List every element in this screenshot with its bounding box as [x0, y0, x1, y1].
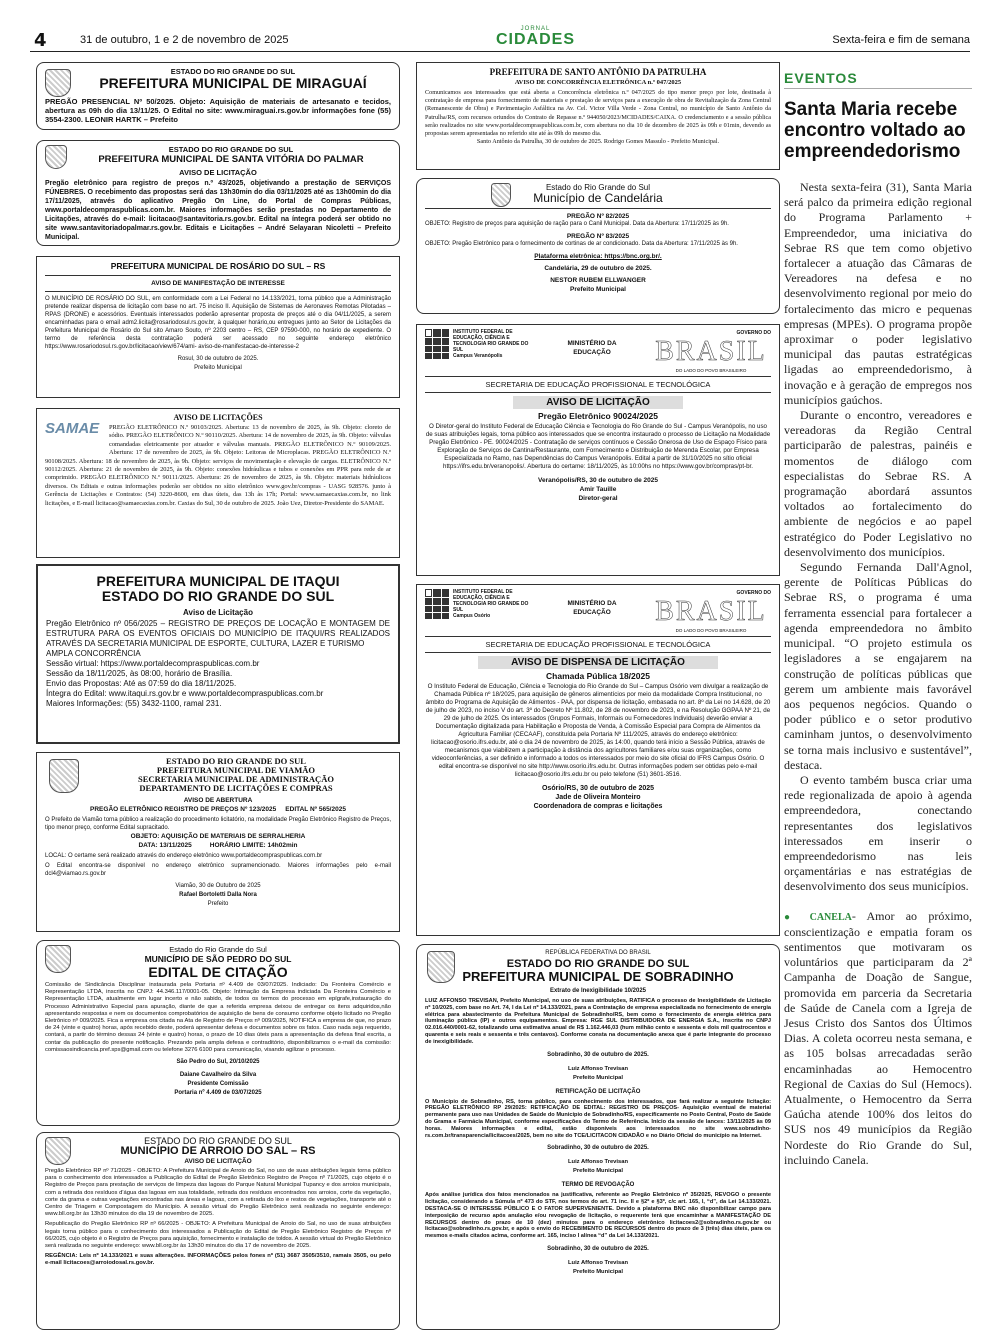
- coat-of-arms-icon: [49, 759, 79, 793]
- notice-signer-ref: Portaria nº 4.409 de 03/07/2025: [174, 1090, 262, 1097]
- gov-logo: [651, 589, 771, 635]
- notice-signer: Amir Tauille: [579, 486, 617, 493]
- gov-label: GOVERNO DO: [736, 330, 771, 336]
- notice-date: Sobradinho, 30 de outubro de 2025.: [547, 1245, 649, 1252]
- notice-signer-role: Coordenadora de compras e licitações: [533, 803, 663, 810]
- notice-line: PREGÃO ELETRÔNICO REGISTRO DE PREÇOS Nº 123/2025 EDITAL Nº 565/2025: [90, 806, 346, 813]
- notice-title: AVISO DE DISPENSA DE LICITAÇÃO: [478, 656, 718, 669]
- notice-body: O Diretor-geral do Instituto Federal de Educação Ciência e Tecnologia do Rio Grande do Sul - Campus Veranópolis, no uso de suas atribuições legais, torna público aos interessados que se encontra instaurado o processo de Licitação na Modalidade Pregão Eletrônico - PE. 90024/2025 - Contratação de serviços contínuos e Cessão Onerosa de Uso de Espaço Físico para Exploração de Serviços de Cantina/Restaurante, com Fornecimento e Distribuição de Merenda Escolar, por Empresa Especializada no Ramo, nas Dependências do Campus Veranópolis. Edital a partir de 31/10/2025 no sítio oficial https://ifrs.edu.br/veranopolis/. Abertura do certame: 18/11/2025, às 10:00hs no https://www.gov.br/compras/pt-br.: [425, 423, 771, 470]
- notice-date: Osório/RS, 30 de outubro de 2025: [541, 785, 655, 792]
- notice-paragraph: Republicação do Pregão Eletrônico RP nº 66/2025 - OBJETO: A Prefeitura Municipal de Arroio do Sal, no uso de suas atribuições legais torna público para o conhecimento dos interessados a Publicação do Edital de Pregão Eletrônico Registro de Preços nº 66/2025, cujo objeto é o Registro de Preços para aquisição, fornecimento e instalação de toldos. A sessão virtual do Pregão Eletrônico será realizada no seguinte endereço: www.bll.org.br às 13h30 minutos do dia 17 de novembro de 2025.: [45, 1221, 391, 1250]
- notice-signer-role: Prefeito Municipal: [573, 1168, 623, 1175]
- notice-line: DEPARTAMENTO DE LICITAÇÕES E COMPRAS: [139, 783, 333, 793]
- notice-sobradinho: [416, 944, 780, 1330]
- notice-line: Sessão virtual: https://www.portaldecompraspublicas.com.br: [46, 659, 260, 668]
- notice-subtitle: AVISO DE MANIFESTAÇÃO DE INTERESSE: [151, 280, 285, 287]
- notice-line: ESTADO DO RIO GRANDE DO SUL: [166, 756, 306, 766]
- notice-body: Comunicamos aos interessados que está aberta a Concorrência eletrônica n.º 047/2025 do tipo menor preço por lote, destinada à contratação de empresa para fornecimento de materiais e prestação de serviços para a execução de obra de Revitalização da Zona Central (Remanescente de Obra) e Pavimentação Asfáltica na Av. Cel. Victor Villa Verde - Zona Central, no município de Santo Antônio da Patrulha/RS, com recursos oriundos do Contrato de Repasse n.º 944050/2023/MCIDADES/CAIXA. O credenciamento e a sessão pública serão realizados no site www.portaldecompraspublicas.com.br, com abertura no dia 10 de dezembro de 2025 às 09h e 01min, devendo as propostas serem apresentadas no referido site até às 09h do mesmo dia.: [425, 89, 771, 138]
- notice-body: Pregão eletrônico para registro de preços n.º 43/2025, objetivando a prestação de SERVIÇOS FÚNEBRES. O recebimento das propostas será das 13h30min do dia 03/11/2025 até as 13h00min do dia 17/11/2025, através do aplicativo Pregão On Line, do Portal de Compras Públicas, www.portaldecompraspublicas.com.br. Maiores informações serão prestadas no Departamento de Licitações, através do e-mail: licitacao@santavitoria.rs.gov.br. Edital na íntegra poderá ser obtido no site www.santavitoriadopalmar.rs.gov.br. Editais e Licitações – André Selayaran Nicoletti – Prefeito Municipal.: [45, 180, 391, 241]
- notice-body: O Prefeito de Viamão torna público a realização do procedimento licitatório, na modalidade Pregão Eletrônico Registro de Preços, tipo menor preço, conforme Edital supracitado.: [45, 817, 391, 831]
- notice-title: PREFEITURA MUNICIPAL DE SANTA VITÓRIA DO PALMAR: [98, 154, 364, 165]
- ifrs-grid-icon: [425, 329, 449, 359]
- notice-signer-role: Prefeito Municipal: [573, 1268, 623, 1275]
- notice-date: Sobradinho, 30 de outubro de 2025.: [547, 1145, 649, 1152]
- notice-line: ESTADO DO RIO GRANDE DO SUL: [506, 958, 690, 970]
- article-paragraph-canela: [784, 909, 972, 1168]
- notice-date: Candelária, 29 de outubro de 2025.: [544, 265, 652, 272]
- secretariat-label: SECRETARIA DE EDUCAÇÃO PROFISSIONAL E TECNOLÓGICA: [485, 640, 711, 649]
- notice-body: Após análise jurídica dos fatos mencionados na justificativa, referente ao Pregão Eletrônico nº 35/2025, REVOGO o presente licitação, considerando a Súmula nº 473 do STF, nos termos do art. 71 inc. II e §2º e §3º, c/c art. 165, I, “d”, da Lei 14.133/2021. DESTACA-SE O INTERESSE PÚBLICO E O FATOR SUPERVENIENTE. Devido a plataforma BNC não disponibilizar campo para interposição de recurso após anulação e/ou revogação de licitação, o requerente terá que encaminhar a MANIFESTAÇÃO DE RECURSOS dentro do prazo de 10 (dez) minutos para o endereço eletrônico licitacoes2@sobradinho.rs.gov.br ou licitacao@sobradinho.rs.gov.br, e após o envio do RECEBIMENTO DE RECURSOS dentro do prazo de 3 (três) dias úteis, para os mesmos e-mails citados acima, conforme art. 165, inciso I alínea “d” da Lei 14.133/2021.: [425, 1192, 771, 1240]
- notice-signer: NESTOR RUBEM ELLWANGER: [550, 277, 646, 284]
- article-paragraph: Segundo Fernanda Dall'Agnol, gerente de Políticas Públicas do Sebrae RS, o programa é uma ferramenta essencial para fortalecer a agenda empreendedora no âmbito municipal. “O projeto estimula os legisladores a se engajarem na construção de políticas públicas que gerem um ambiente mais favorável aos pequenos negócios. Quando o poder público e o setor produtivo caminham juntos, o desenvolvimento se torna mais inclusivo e sustentável”, destaca.: [784, 560, 972, 772]
- notice-rosario: [36, 256, 400, 398]
- notice-date: Sobradinho, 30 de outubro de 2025.: [547, 1051, 649, 1058]
- notice-signer: Jade de Oliveira Monteiro: [555, 794, 641, 801]
- notice-edital: O Edital encontra-se disponível no endereço eletrônico supramencionado. Maiores informações pelo e-mail dcl4@viamao.rs.gov.br: [45, 863, 391, 877]
- notice-ifrs-osorio: [416, 584, 780, 936]
- ministry-label: MINISTÉRIO DA EDUCAÇÃO: [567, 340, 617, 356]
- notice-sign: Santo Antônio da Patrulha, 30 de outubro de 2025. Rodrigo Gomes Massulo - Prefeito Municipal.: [476, 138, 720, 146]
- notice-body: Comissão de Sindicância Disciplinar instaurada pela Portaria nº 4.409 de 03/07/2025. Indiciado: Da Fronteira Comércio e Representação LTDA, inscrita no CNPJ: 44.346.117/0001-05. Objeto: Intimação da Empresa indiciada Da Fronteira Comércio e Representação LTDA, atualmente em lugar incerto e não sabido, de todos os termos do processo em epígrafe,instauração do Processo Administrativo Especial para apuração, diante de que a referida empresa deixou de entregar os itens adquiridos,não apresentando respostas e nem os documentos comprobatórios de aquisição de bens de consumo conforme objeto licitado no Pregão Eletrônico nº 009/2025. Fica a empresa ora citada na Ata de Registro de Preços nº 009/2025, NOTIFICA a empresa de que, no prazo de 24 (vinte e quatro) horas, após recebido deste, poderá apresentar defesa e documentos sobre os fatos. Caso nada seja requerido, contará, a partir do término dessas 24 (vinte e quatro) horas, o prazo de 10 dias úteis para a apresentação da defesa final escrita, a contar da publicação do presente notificação. Prezando pela ampla defesa e contraditório, disponibilizamos o e-mail da comissão: comissaosindicancia.pref.sps@gmail.com ou telefone 3276 6100 para comunicação, visando agilizar o processo.: [45, 982, 391, 1053]
- notice-title: AVISO DE LICITAÇÕES: [173, 413, 263, 422]
- notice-subtitle: Pregão Eletrônico 90024/2025: [537, 411, 658, 421]
- ifrs-grid-icon: [425, 589, 449, 619]
- notice-paragraph: Pregão Eletrônico RP nº 71/2025 - OBJETO: A Prefeitura Municipal de Arroio do Sal, no uso de suas atribuições legais torna público para o conhecimento dos interessados a Publicação do Edital de Pregão Eletrônico Registro de Preços nº 71/2025, cujo objeto é o Registro de Preços para prestação de serviços de limpeza das lagoas do Parque Natural Municipal Tupancy e dos arroios municipais, com a retirada dos resíduos d'água das lagoas em sua totalidade, retirada dos resíduos encontrados nos arroios, corte da vegetação, corte da grama e outras vegetações encontradas nas áreas e lagoas, com a retirada do lixo e restos de vegetações, transporte até o Centro de Triagem e Compostagem do Município. A sessão virtual do Pregão Eletrônico será realizada no seguinte endereço: www.bll.org.br às 13h30 minutos do dia 19 de novembro de 2025.: [45, 1168, 391, 1218]
- notice-signer: Luiz Affonso Trevisan: [567, 1159, 628, 1166]
- notice-body: PREGÃO ELETRÔNICO N.º 90103/2025. Abertura: 13 de novembro de 2025, às 9h. Objeto: cloreto de sódio. PREGÃO ELETRÔNICO N.º 90110/2025. Abertura: 14 de novembro de 2025, às 9h. Objeto: válvulas comandadas eletricamente por atuador e válvulas manuais. PREGÃO ELETRÔNICO N.º 90109/2025. Abertura: 17 de novembro de 2025, às 9h. Objeto: Leitoras de Microplacas. PREGÃO ELETRÔNICO N.º 90108/2025. Abertura: 18 de novembro de 2025, às 9h. Objeto: serviços de movimentação e elevação de cargas. ELETRÔNICO N.º 90112/2025. Abertura: 21 de novembro de 2025, às 9h. Objeto: conexões hidráulicas e tubos e conexões em PPR para rede de ar comprimido. PREGÃO ELETRÔNICO N.º 90111/2025. Abertura: 26 de novembro de 2025, às 9h. Objeto: materiais hidráulicos diversos. Os Editais e outras informações poderão ser obtidos no sítio eletrônico www.gov.br/compras - UASG 928576. junto à Gerência de Licitações e Contratos: (54) 3220-8600, em dias úteis, das 13h às 17h; Portal: www.samaecaxias.com.br, no link licitações, e E-mail licitacao@samaecaxias.com.br. Caxias do Sul, 30 de outubro de 2025. João Uez, Diretor-Presidente do SAMAE.: [45, 424, 391, 507]
- page-number: 4: [34, 30, 47, 51]
- notice-title: EDITAL DE CITAÇÃO: [148, 964, 288, 980]
- notice-date: Rosul, 30 de outubro de 2025.: [177, 356, 259, 362]
- notice-title-1: PREFEITURA MUNICIPAL DE ITAQUI: [96, 573, 340, 589]
- notice-subtitle: AVISO DE CONCORRÊNCIA ELETRÔNICA n.º 047/2025: [514, 79, 682, 86]
- page-header: [30, 28, 970, 52]
- ifrs-institution: INSTITUTO FEDERAL DE EDUCAÇÃO, CIÊNCIA E TECNOLOGIA RIO GRANDE DO SUL: [453, 589, 529, 613]
- ministry-label: MINISTÉRIO DA EDUCAÇÃO: [567, 600, 617, 616]
- notice-signer-role: Diretor-geral: [578, 495, 618, 502]
- coat-of-arms-icon: [427, 951, 455, 983]
- notice-santa-vitoria: [36, 140, 400, 246]
- notice-santo-antonio: [416, 62, 780, 170]
- notice-subtitle: PREGÃO Nº 83/2025: [566, 232, 630, 240]
- article-canela-text: - Amor ao próximo, conscientização e empatia foram os sentimentos que motivaram os voluntários que participaram da 2ª Campanha de Doação de Sangue, promovida em parceria da Secretaria de Saúde de Canela com a Igreja de Jesus Cristo dos Santos dos Últimos Dias. A coleta ocorreu nesta semana, e as 105 bolsas arrecadadas serão encaminhadas ao Hemocentro Regional de Caxias do Sul (Hemocs). Atualmente, o Hemocentro da Serra Gaúcha atende 100% dos leitos do SUS nos 49 municípios da Região Nordeste do Rio Grande do Sul, incluindo Canela.: [784, 908, 972, 1167]
- notice-signer: Luiz Affonso Trevisan: [567, 1065, 628, 1072]
- notice-title: PREFEITURA DE SANTO ANTÔNIO DA PATRULHA: [489, 67, 707, 77]
- notice-line: Maiores Informações: (55) 3432-1100, ramal 231.: [46, 699, 222, 708]
- notice-body: PREGÃO PRESENCIAL Nº 50/2025. Objeto: Aquisição de materiais de artesanato e tecidos, abertura as 09h do dia 13/11/25. O Edital no site: www.miraguai.rs.gov.br informações fone (55) 3554-2300. LEONIR HARTK – Prefeito: [45, 97, 391, 124]
- notice-subtitle: Extrato de Inexigibilidade 10/2025: [549, 988, 647, 994]
- notice-signer: Rafael Bortoletti Dalla Nora: [179, 892, 257, 898]
- edition-date: 31 de outubro, 1 e 2 de novembro de 2025: [80, 34, 289, 46]
- notice-date: Veranópolis/RS, 30 de outubro de 2025: [538, 477, 658, 484]
- notice-subtitle: RETIFICAÇÃO DE LICITAÇÃO: [555, 1088, 641, 1095]
- notice-line: AMPLA CONCORRÊNCIA: [46, 649, 141, 658]
- notice-itaqui: [36, 564, 400, 744]
- ifrs-campus: Campus Osório: [453, 613, 491, 619]
- gov-tagline: DO LADO DO POVO BRASILEIRO: [675, 368, 747, 373]
- notice-signer: Daiane Cavalheiro da Silva: [179, 1072, 257, 1079]
- notice-line: SECRETARIA MUNICIPAL DE ADMINISTRAÇÃO: [138, 774, 334, 784]
- ifrs-campus: Campus Veranópolis: [453, 353, 503, 359]
- logo-small-text: JORNAL: [520, 26, 551, 32]
- notice-body: OBJETO: Registro de preços para aquisição de ração para o Canil Municipal. Data da Abertura: 17/11/2025 às 9h.: [425, 221, 729, 227]
- logo-big-text: CIDADES: [496, 31, 576, 48]
- notice-sao-pedro: [36, 940, 400, 1126]
- notice-subtitle: TERMO DE REVOGAÇÃO: [561, 1182, 635, 1189]
- notice-line: Envio das Propostas: Até as 07:59 do dia 18/11/2025.: [46, 679, 237, 688]
- notice-date: DATA: 13/11/2025 HORÁRIO LIMITE: 14h02min: [138, 842, 298, 849]
- newspaper-logo: [496, 26, 575, 48]
- notice-body: O Município de Sobradinho, RS, torna público, para conhecimento dos interessados, que fará realizar a seguinte licitação: PREGÃO ELETRÔNICO RP 29/2025: RETIFICAÇÃO DE EDITAL: REGISTRO DE PREÇOS- Aquisição eventual de material permanente para uso nas Unidades de Saúde do Município de Sobradinho/RS, especificamente no Posto Central, Posto de Saúde do Grama e Farmácia Municipal, conforme especificações do Termo de Referência. Início da sessão de lances: 13/11/2025 às 09 horas. Maiores informações e edital, estão disponíveis aos interessados no site www.sobradinho-rs.com.br/transparencia/licitacoes/2025, bem no site do TCE/LICITACON CIDADÃO e no Diário Oficial do município na Internet.: [425, 1098, 771, 1139]
- notice-line: Estado do Rio Grande do Sul: [169, 945, 267, 954]
- notice-kicker: ESTADO DO RIO GRANDE DO SUL: [170, 67, 296, 76]
- article-headline: Santa Maria recebe encontro voltado ao empreendedorismo: [784, 99, 966, 162]
- notice-date: Viamão, 30 de Outubro de 2025: [175, 883, 261, 889]
- notice-viamao: [36, 752, 400, 932]
- notice-subtitle: AVISO DE LICITAÇÃO: [184, 1158, 252, 1165]
- notice-subtitle: Aviso de Licitação: [183, 608, 253, 617]
- notice-line: Sessão da 18/11/2025, às 08:00, horário de Brasília.: [46, 669, 233, 678]
- notice-platform: Plataforma eletrônica: https://bnc.org.br/.: [534, 253, 662, 260]
- notice-line: PREFEITURA MUNICIPAL DE VIAMÃO: [156, 765, 316, 775]
- notice-line: Município de Candelária: [533, 191, 663, 205]
- notice-title: PREFEITURA MUNICIPAL DE MIRAGUAÍ: [99, 75, 367, 91]
- coat-of-arms-icon: [45, 945, 71, 973]
- notice-title: PREFEITURA MUNICIPAL DE ROSÁRIO DO SUL – RS: [110, 261, 326, 271]
- notice-body: O MUNICÍPIO DE ROSÁRIO DO SUL, em conformidade com a Lei Federal no 14.133/2021, torna público que a Administração pretende realizar dispensa de licitação com base no art. 75 inciso II. Aquisição de Sistemas de Aeronaves Remotas Pilotadas – RPAS (DRONE) e acessórios. Eventuais interessados poderão apresentar proposta de preços até o dia 04/11/2025, a serem encaminhadas para o email adm2.licita@rosariodosul.rs.gov.br, à qualquer horário,ou entregues junto ao Setor de Licitações da Prefeitura Municipal de Rosário do Sul sito Amaro Souto, nº 2203 centro – RS, CEP 97590-000, no horário de expediente. O termo de referência desta contratação poderá ser acessado no seguinte endereço eletrônico https://www.rosariodosul.rs.gov.br/licitacao/view/674/ami- aviso-de-manifestacao-de-interesse-2: [45, 296, 391, 350]
- notice-body: LUIZ AFFONSO TREVISAN, Prefeito Municipal, no uso de suas atribuições, RATIFICA o processo de Inexigibilidade de Licitação nº 10/2025, com base no Art. 74, I da Lei nº 14.133/2021, para a Contratação de empresa especializada no fornecimento de energia elétrica para abastecimento da Prefeitura Municipal de Sobradinho/RS, bem como o fornecimento de energia elétrica para iluminação pública (IP) e outros equipamentos. Empresa: RGE SUL DISTRIBUIDORA DE ENERGIA S.A., inscrita no CNPJ 02.016.440/0001-62, totalizando uma estimativa anual de R$ 1.162.446,03 (hum milhão cento e sessenta e dois mil quatrocentos e quarenta e seis reais e sessenta e três centavos). Conforme consta na documentação anexa que é parte integrante do processo de inexigibilidade.: [425, 998, 771, 1045]
- notice-title-2: ESTADO DO RIO GRANDE DO SUL: [101, 588, 335, 604]
- notice-miraguai: [36, 62, 400, 130]
- brasil-wordmark: BRASIL: [655, 336, 767, 367]
- notice-line: REPÚBLICA FEDERATIVA DO BRASIL: [545, 950, 651, 956]
- article-body: [784, 180, 972, 1168]
- notice-line: Íntegra do Edital: www.itaqui.rs.gov.br e www.portaldecompraspublicas.com.br: [46, 689, 324, 698]
- samae-logo: SAMAE: [45, 420, 100, 437]
- gov-logo: [651, 329, 771, 375]
- notice-date: São Pedro do Sul, 20/10/2025: [176, 1059, 260, 1066]
- notice-subtitle: AVISO DE LICITAÇÃO: [179, 168, 257, 177]
- notice-ifrs-veranopolis: [416, 324, 780, 576]
- notice-local: LOCAL: O certame será realizado através do endereço eletrônico www.portaldecompraspublicas.com.br: [45, 853, 323, 859]
- brasil-wordmark: BRASIL: [655, 596, 767, 627]
- notice-subtitle: PREGÃO Nº 82/2025: [566, 213, 630, 220]
- notice-body: OBJETO: Pregão Eletrônico para o fornecimento de cortinas de ar condicionado. Data da Abertura: 17/11/2025 às 9h.: [425, 240, 738, 247]
- notice-arroio-do-sal: [36, 1132, 400, 1330]
- article-city-tag: CANELA: [809, 911, 852, 923]
- notice-line: MUNICÍPIO DE ARROIO DO SAL – RS: [120, 1145, 316, 1157]
- notice-line: ESTADO DO RIO GRANDE DO SUL: [144, 1136, 292, 1146]
- news-sidebar: [784, 70, 972, 1168]
- notice-objeto: OBJETO: AQUISIÇÃO DE MATERIAIS DE SERRALHERIA: [130, 833, 306, 840]
- notice-body: O Instituto Federal de Educação, Ciência e Tecnologia do Rio Grande do Sul – Campus Osório vem divulgar a realização de Chamada Pública nº 18/2025, para aquisição de gêneros alimentícios por meio da modalidade Compra Institucional, no âmbito do Programa de Aquisição de Alimentos - PAA, por dispensa de licitação, embasada no art. 8º da Lei no 14.628, de 20 de julho de 2023, no inciso V do art. 3º do Decreto Nº 11.802, de 28 de novembro de 2023, e na Resolução GGPAA Nº 21, de 29 de julho de 2025. Os interessados (Grupos Formais, Informais ou Fornecedores Individuais) deverão enviar a Documentação digitalizada para Habilitação e Proposta de Venda, à Comissão Especial para Compra de Alimentos da Agricultura Familiar (CECAAF), constituída pela Portaria Nº 111/2025, através do endereço eletrônico: licitacao@osorio.ifrs.edu.br, até o dia 24 de novembro de 2025, às 14:00, quando terá início a Sessão Pública, através de mecanismos que viabilizem a participação à distância dos agricultores familiares e/ou suas organizações, como videoconferências, a ser definido e informado a todos os interessados por meio do site oficial do IFRS Campus Osório. O edital encontra-se disponível no site http://www.osorio.ifrs.edu.br. Outras informações podem ser obtidas pelo e-mail licitacao@osorio.ifrs.edu.br ou pelo telefone (51) 3601-3516.: [425, 683, 771, 778]
- secretariat-label: SECRETARIA DE EDUCAÇÃO PROFISSIONAL E TECNOLÓGICA: [485, 380, 711, 389]
- notice-title: AVISO DE LICITAÇÃO: [513, 396, 683, 409]
- notice-subtitle: AVISO DE ABERTURA: [183, 797, 253, 804]
- notice-signer-role: Presidente Comissão: [187, 1081, 249, 1088]
- notice-kicker: ESTADO DO RIO GRANDE DO SUL: [168, 145, 294, 154]
- gov-tagline: DO LADO DO POVO BRASILEIRO: [675, 628, 747, 633]
- notice-body: Pregão Eletrônico nº 056/2025 – REGISTRO DE PREÇOS DE LOCAÇÃO E MONTAGEM DE ESTRUTURA PARA OS EVENTOS OFICIAIS DO MUNICÍPIO DE ITAQUI/RS REALIZADOS ATRAVÉS DA SECRETARIA MUNICIPAL DE ESPORTE, CULTURA, LAZER E TURISMO: [46, 619, 390, 648]
- notice-line: Estado do Rio Grande do Sul: [545, 183, 651, 192]
- notice-subtitle: Chamada Pública 18/2025: [546, 671, 650, 681]
- ifrs-logo: [425, 589, 533, 619]
- notice-signer-role: Prefeito Municipal: [573, 1074, 623, 1081]
- edition-day: Sexta-feira e fim de semana: [832, 34, 970, 46]
- coat-of-arms-icon: [45, 69, 71, 97]
- notice-signer: Prefeito Municipal: [194, 365, 242, 371]
- ifrs-logo: [425, 329, 533, 359]
- notice-line: MUNICÍPIO DE SÃO PEDRO DO SUL: [144, 954, 292, 964]
- coat-of-arms-icon: [45, 1137, 71, 1165]
- article-paragraph: Durante o encontro, vereadores e vereadoras da Região Central participarão de palestras, painéis e momentos de diálogo com especialistas do Sebrae RS. A programação abordará assuntos voltados ao fortalecimento do ambiente de negócios e ao papel estratégico do Poder Legislativo no desenvolvimento dos municípios.: [784, 408, 972, 559]
- notice-paragraph: REGÊNCIA: Leis nº 14.133/2021 e suas alterações. INFORMAÇÕES pelos fones nº (51) 3687 3505/3510, ramais 3505, ou pelo e-mail licitacoes@arroiodosal.rs.gov.br.: [45, 1253, 391, 1267]
- notice-samae: [36, 408, 400, 558]
- notice-signer: Luiz Affonso Trevisan: [567, 1259, 628, 1266]
- gov-label: GOVERNO DO: [736, 590, 771, 596]
- notice-candelaria: [416, 178, 780, 314]
- article-paragraph: Nesta sexta-feira (31), Santa Maria será palco da primeira edição regional do Programa Parlamento + Empreendedor, uma iniciativa do Sebrae RS que tem como objetivo fortalecer a atuação das Câmaras de Vereadores na defesa e no desenvolvimento regional por meio do fortalecimento das micro e pequenas empresas (MPEs). O programa propõe aproximar o poder legislativo municipal das pautas estratégicas ligadas ao empreendedorismo, à inovação e à geração de empregos nos municípios gaúchos.: [784, 180, 972, 407]
- article-paragraph: O evento também busca criar uma rede regionalizada de apoio à agenda empreendedora, conectando representantes dos legislativos interessados em inserir o empreendedorismo nas leis orçamentárias e nas estratégias de desenvolvimento dos seus municípios.: [784, 772, 972, 894]
- location-pin-icon: ●: [784, 911, 799, 923]
- ifrs-institution: INSTITUTO FEDERAL DE EDUCAÇÃO, CIÊNCIA E TECNOLOGIA RIO GRANDE DO SUL: [453, 329, 529, 353]
- section-tag: EVENTOS: [784, 70, 972, 89]
- notice-signer-role: Prefeito Municipal: [570, 286, 626, 293]
- coat-of-arms-icon: [45, 145, 67, 169]
- notice-signer-role: Prefeito: [207, 901, 229, 907]
- coat-of-arms-icon: [491, 183, 511, 207]
- notice-title: PREFEITURA MUNICIPAL DE SOBRADINHO: [462, 969, 734, 984]
